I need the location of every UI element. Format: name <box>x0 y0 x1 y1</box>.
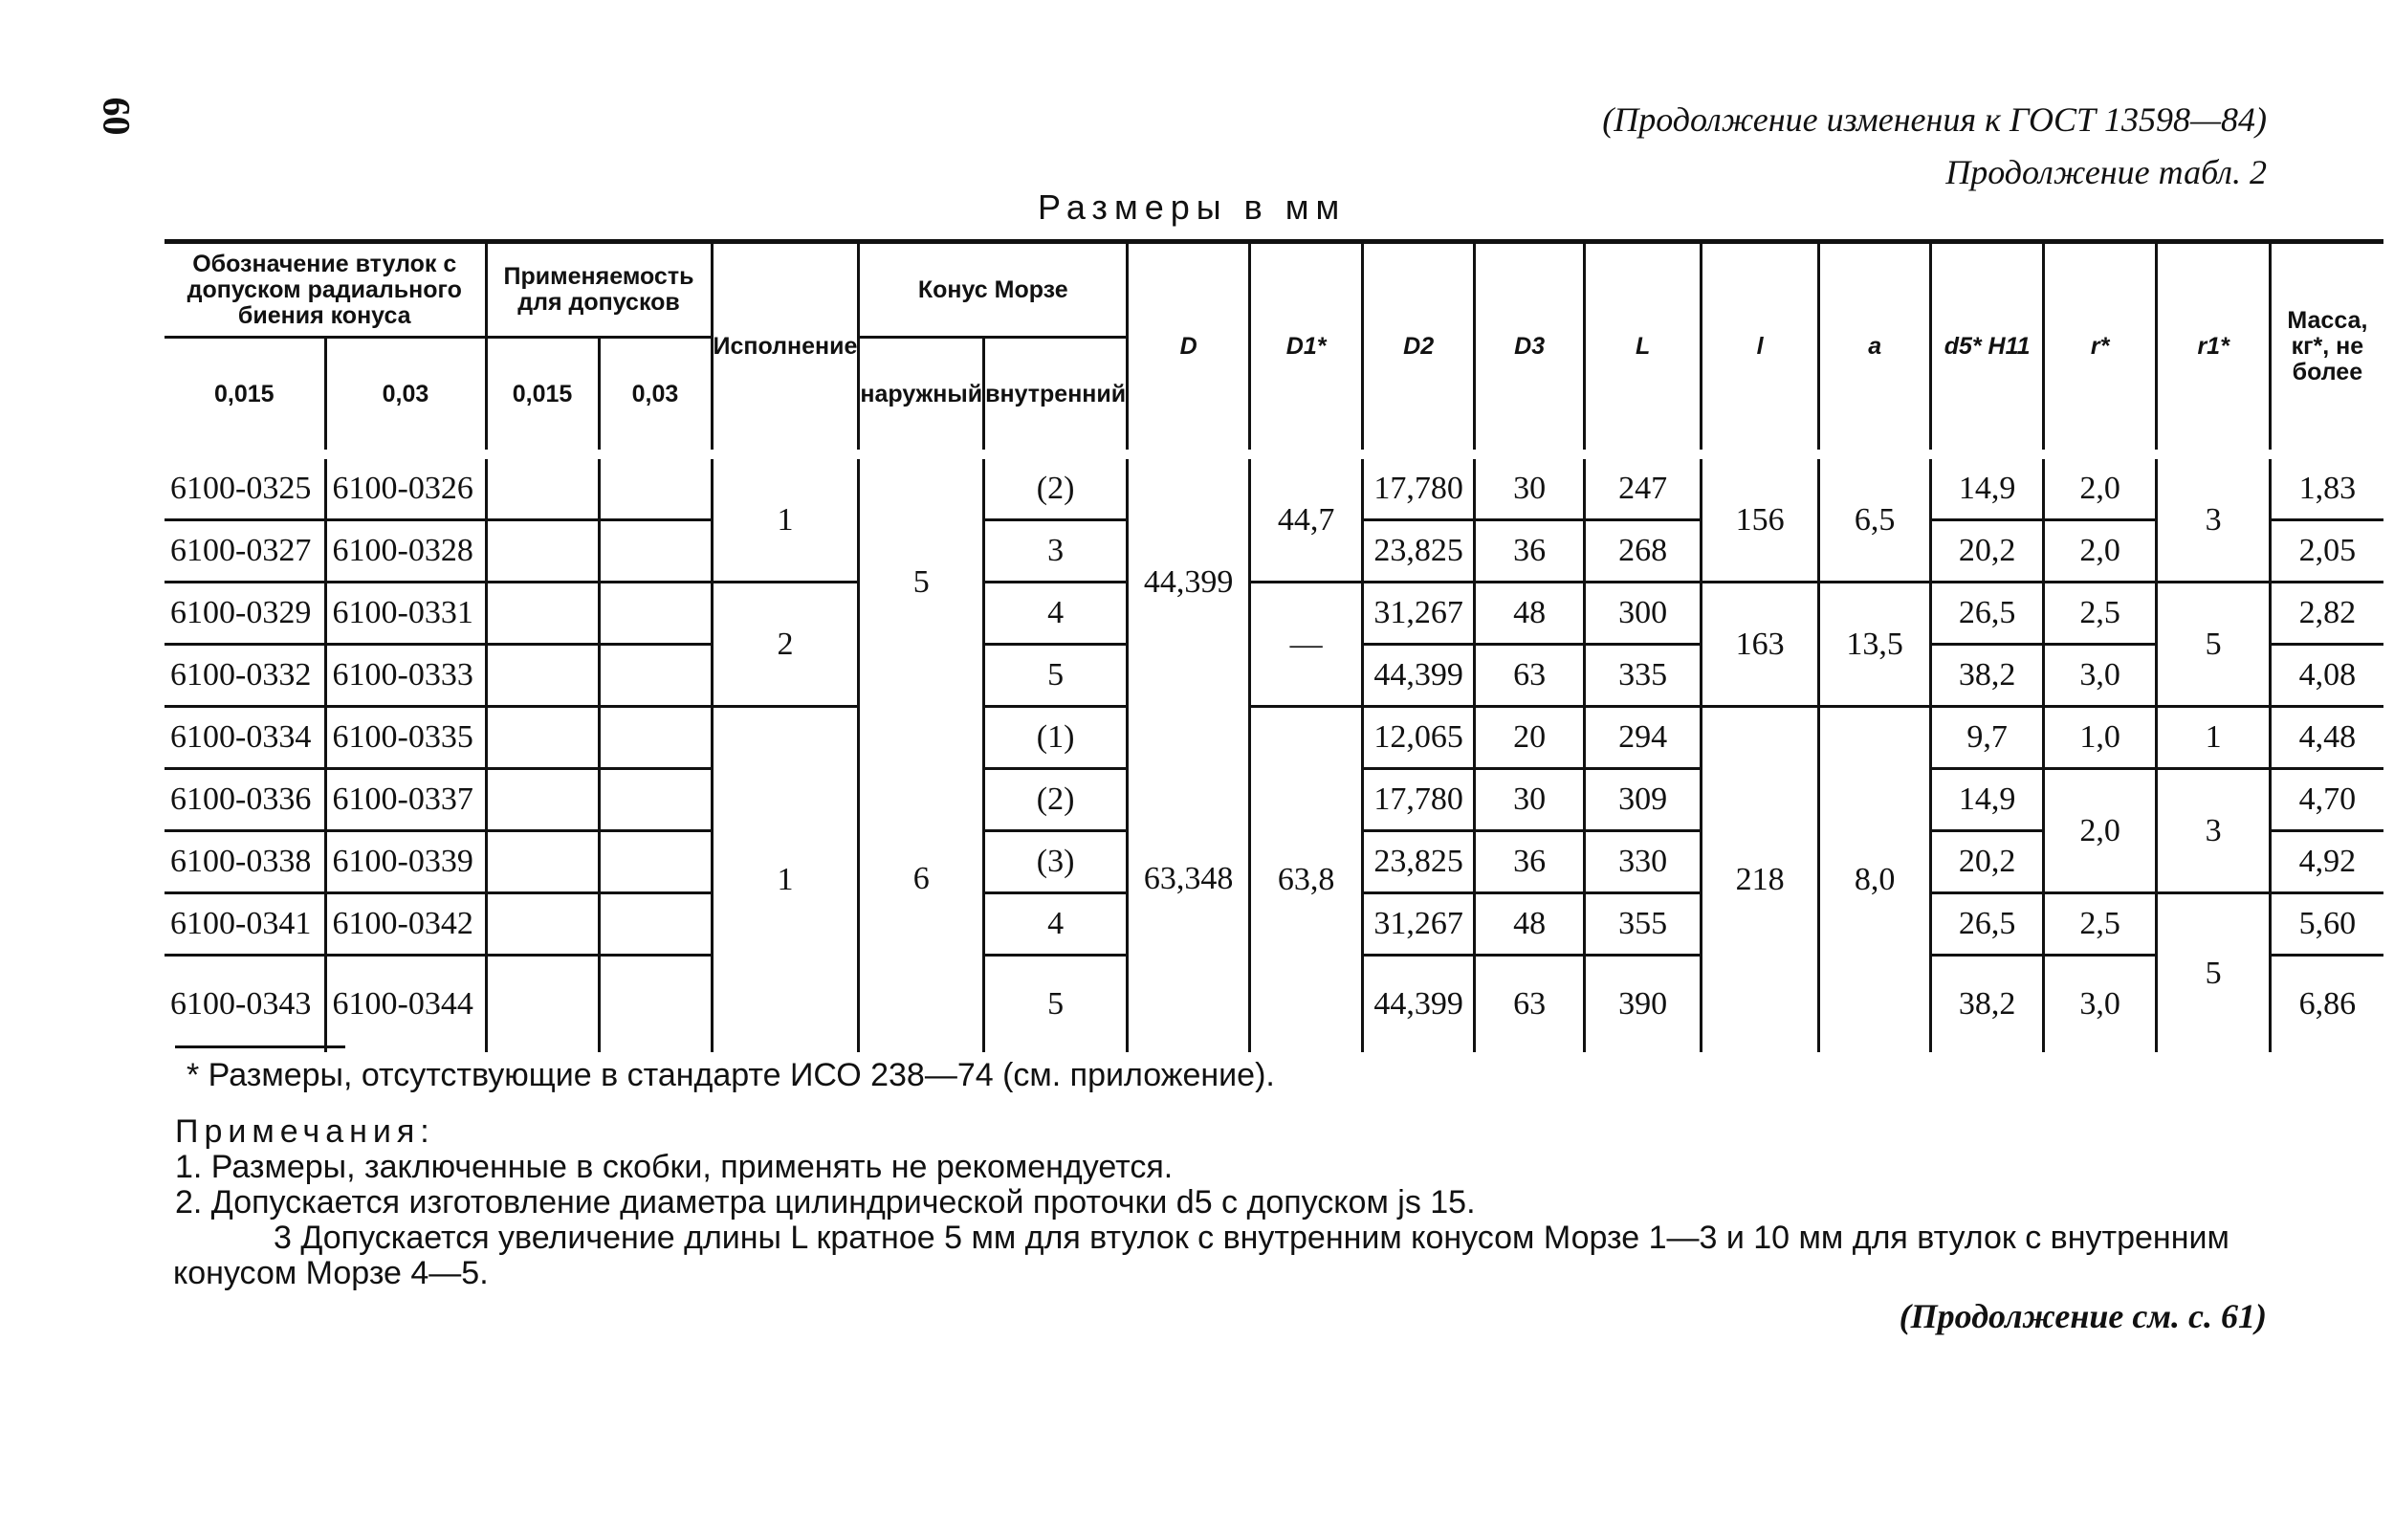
D1-cell: 44,7 <box>1250 459 1363 583</box>
header-table-continuation: Продолжение табл. 2 <box>1945 153 2267 191</box>
L-cell: 247 <box>1585 459 1702 520</box>
d5-cell: 20,2 <box>1931 520 2044 583</box>
inner-cell: 3 <box>984 520 1128 583</box>
D-cell: 44,399 <box>1128 459 1250 707</box>
table-row <box>165 707 2383 769</box>
mass-cell: 1,83 <box>2271 459 2383 520</box>
app-0015-cell <box>486 707 599 769</box>
l-cell: 156 <box>1702 459 1819 583</box>
app-0015-cell <box>486 769 599 831</box>
L-cell: 309 <box>1585 769 1702 831</box>
units-caption: Размеры в мм <box>1038 187 1347 227</box>
code-003: 6100-0337 <box>325 769 486 831</box>
inner-cell: (2) <box>984 459 1128 520</box>
D2-cell: 44,399 <box>1363 645 1475 707</box>
D3-cell: 48 <box>1475 893 1585 956</box>
L-cell: 330 <box>1585 831 1702 893</box>
L-header: L <box>1585 242 1702 451</box>
D-cell: 63,348 <box>1128 707 1250 1053</box>
code-003: 6100-0339 <box>325 831 486 893</box>
d5-cell: 26,5 <box>1931 893 2044 956</box>
D2-cell: 17,780 <box>1363 769 1475 831</box>
D2-cell: 31,267 <box>1363 893 1475 956</box>
outer-cell: 5 <box>859 459 984 707</box>
app-0015-cell <box>486 645 599 707</box>
footnote: * Размеры, отсутствующие в стандарте ИСО 238—74 (см. приложение). <box>187 1057 1275 1093</box>
mass-cell: 2,05 <box>2271 520 2383 583</box>
code-003: 6100-0333 <box>325 645 486 707</box>
inner-cell: 5 <box>984 645 1128 707</box>
r1-cell: 3 <box>2157 769 2271 893</box>
dimensions-table <box>165 239 2383 1052</box>
mass-cell: 5,60 <box>2271 893 2383 956</box>
L-cell: 294 <box>1585 707 1702 769</box>
table-row <box>165 459 2383 520</box>
mass-cell: 2,82 <box>2271 583 2383 645</box>
d5-cell: 14,9 <box>1931 769 2044 831</box>
D2-cell: 23,825 <box>1363 520 1475 583</box>
notes-block <box>175 1052 2279 1291</box>
code-0015: 6100-0332 <box>165 645 325 707</box>
r1-cell: 3 <box>2157 459 2271 583</box>
mass-cell: 4,48 <box>2271 707 2383 769</box>
r-cell: 2,0 <box>2044 459 2157 520</box>
app-003-header: 0,03 <box>599 338 712 451</box>
code-003: 6100-0344 <box>325 956 486 1053</box>
note-1: 1. Размеры, заключенные в скобки, применять не рекомендуется. <box>175 1149 1174 1185</box>
code-003: 6100-0342 <box>325 893 486 956</box>
app-003-cell <box>599 583 712 645</box>
version-cell: 2 <box>712 583 859 707</box>
code-003: 6100-0335 <box>325 707 486 769</box>
a-cell: 8,0 <box>1819 707 1931 1053</box>
D3-header: D3 <box>1475 242 1585 451</box>
D2-cell: 17,780 <box>1363 459 1475 520</box>
inner-cell: 5 <box>984 956 1128 1053</box>
D2-cell: 31,267 <box>1363 583 1475 645</box>
r1-cell: 5 <box>2157 583 2271 707</box>
table-row <box>165 583 2383 645</box>
r-cell: 3,0 <box>2044 956 2157 1053</box>
mass-header: Масса, кг*, не более <box>2271 242 2383 451</box>
mass-cell: 4,70 <box>2271 769 2383 831</box>
header-title: (Продолжение изменения к ГОСТ 13598—84) <box>1602 100 2267 139</box>
inner-cell: (3) <box>984 831 1128 893</box>
code-0015: 6100-0336 <box>165 769 325 831</box>
note-2: 2. Допускается изготовление диаметра цилиндрической проточки d5 с допуском js 15. <box>175 1184 1476 1221</box>
l-cell: 163 <box>1702 583 1819 707</box>
d5-cell: 20,2 <box>1931 831 2044 893</box>
a-cell: 6,5 <box>1819 459 1931 583</box>
continuation-note: (Продолжение см. с. 61) <box>1899 1297 2267 1335</box>
r-cell: 1,0 <box>2044 707 2157 769</box>
app-003-cell <box>599 707 712 769</box>
app-0015-cell <box>486 583 599 645</box>
r-cell: 3,0 <box>2044 645 2157 707</box>
applicability-header: Применяемость для допусков <box>486 242 712 338</box>
d5-cell: 26,5 <box>1931 583 2044 645</box>
inner-cell: 4 <box>984 583 1128 645</box>
app-0015-cell <box>486 831 599 893</box>
app-003-cell <box>599 769 712 831</box>
d5-cell: 14,9 <box>1931 459 2044 520</box>
D1-cell: — <box>1250 583 1363 707</box>
d5-cell: 38,2 <box>1931 956 2044 1053</box>
D2-cell: 12,065 <box>1363 707 1475 769</box>
code-003: 6100-0331 <box>325 583 486 645</box>
D-header: D <box>1128 242 1250 451</box>
r-cell: 2,5 <box>2044 583 2157 645</box>
a-header: a <box>1819 242 1931 451</box>
document-header <box>1602 94 2267 199</box>
app-003-cell <box>599 645 712 707</box>
mass-cell: 4,08 <box>2271 645 2383 707</box>
code-0015: 6100-0329 <box>165 583 325 645</box>
version-cell: 1 <box>712 707 859 1053</box>
l-header: l <box>1702 242 1819 451</box>
app-0015-header: 0,015 <box>486 338 599 451</box>
a-cell: 13,5 <box>1819 583 1931 707</box>
app-0015-cell <box>486 459 599 520</box>
app-003-cell <box>599 459 712 520</box>
designation-header: Обозначение втулок с допуском радиального биения конуса <box>165 242 486 338</box>
r-header: r* <box>2044 242 2157 451</box>
morse-header: Конус Морзе <box>859 242 1128 338</box>
r-cell: 2,0 <box>2044 769 2157 893</box>
D2-cell: 23,825 <box>1363 831 1475 893</box>
D3-cell: 63 <box>1475 956 1585 1053</box>
L-cell: 268 <box>1585 520 1702 583</box>
app-003-cell <box>599 520 712 583</box>
D1-cell: 63,8 <box>1250 707 1363 1053</box>
code-003: 6100-0326 <box>325 459 486 520</box>
code-0015: 6100-0327 <box>165 520 325 583</box>
l-cell: 218 <box>1702 707 1819 1053</box>
version-cell: 1 <box>712 459 859 583</box>
page-number: 60 <box>95 97 139 136</box>
D3-cell: 36 <box>1475 831 1585 893</box>
footnote-divider <box>175 1045 345 1048</box>
tol-003-header: 0,03 <box>325 338 486 451</box>
version-header: Исполнение <box>712 242 859 451</box>
D2-header: D2 <box>1363 242 1475 451</box>
r-cell: 2,0 <box>2044 520 2157 583</box>
L-cell: 355 <box>1585 893 1702 956</box>
mass-cell: 4,92 <box>2271 831 2383 893</box>
inner-cell: (2) <box>984 769 1128 831</box>
D1-header: D1* <box>1250 242 1363 451</box>
inner-cell: 4 <box>984 893 1128 956</box>
app-0015-cell <box>486 893 599 956</box>
tol-0015-header: 0,015 <box>165 338 325 451</box>
D2-cell: 44,399 <box>1363 956 1475 1053</box>
code-0015: 6100-0325 <box>165 459 325 520</box>
mass-cell: 6,86 <box>2271 956 2383 1053</box>
d5-cell: 38,2 <box>1931 645 2044 707</box>
L-cell: 390 <box>1585 956 1702 1053</box>
D3-cell: 30 <box>1475 769 1585 831</box>
app-003-cell <box>599 893 712 956</box>
app-0015-cell <box>486 520 599 583</box>
notes-title: Примечания: <box>175 1113 435 1150</box>
app-003-cell <box>599 831 712 893</box>
r1-header: r1* <box>2157 242 2271 451</box>
L-cell: 300 <box>1585 583 1702 645</box>
r1-cell: 1 <box>2157 707 2271 769</box>
D3-cell: 30 <box>1475 459 1585 520</box>
d5-cell: 9,7 <box>1931 707 2044 769</box>
r-cell: 2,5 <box>2044 893 2157 956</box>
L-cell: 335 <box>1585 645 1702 707</box>
r1-cell: 5 <box>2157 893 2271 1053</box>
D3-cell: 63 <box>1475 645 1585 707</box>
code-0015: 6100-0343 <box>165 956 325 1053</box>
outer-header: наружный <box>859 338 984 451</box>
code-0015: 6100-0341 <box>165 893 325 956</box>
inner-header: внутренний <box>984 338 1128 451</box>
D3-cell: 36 <box>1475 520 1585 583</box>
d5-header: d5* H11 <box>1931 242 2044 451</box>
app-003-cell <box>599 956 712 1053</box>
D3-cell: 48 <box>1475 583 1585 645</box>
code-0015: 6100-0334 <box>165 707 325 769</box>
code-0015: 6100-0338 <box>165 831 325 893</box>
outer-cell: 6 <box>859 707 984 1053</box>
app-0015-cell <box>486 956 599 1053</box>
note-3: 3 Допускается увеличение длины L кратное 5 мм для втулок с внутренним конусом Морзе 1—3 и 10 мм для втулок с внутренним конусом Морзе 4—5. <box>173 1220 2229 1291</box>
inner-cell: (1) <box>984 707 1128 769</box>
code-003: 6100-0328 <box>325 520 486 583</box>
D3-cell: 20 <box>1475 707 1585 769</box>
